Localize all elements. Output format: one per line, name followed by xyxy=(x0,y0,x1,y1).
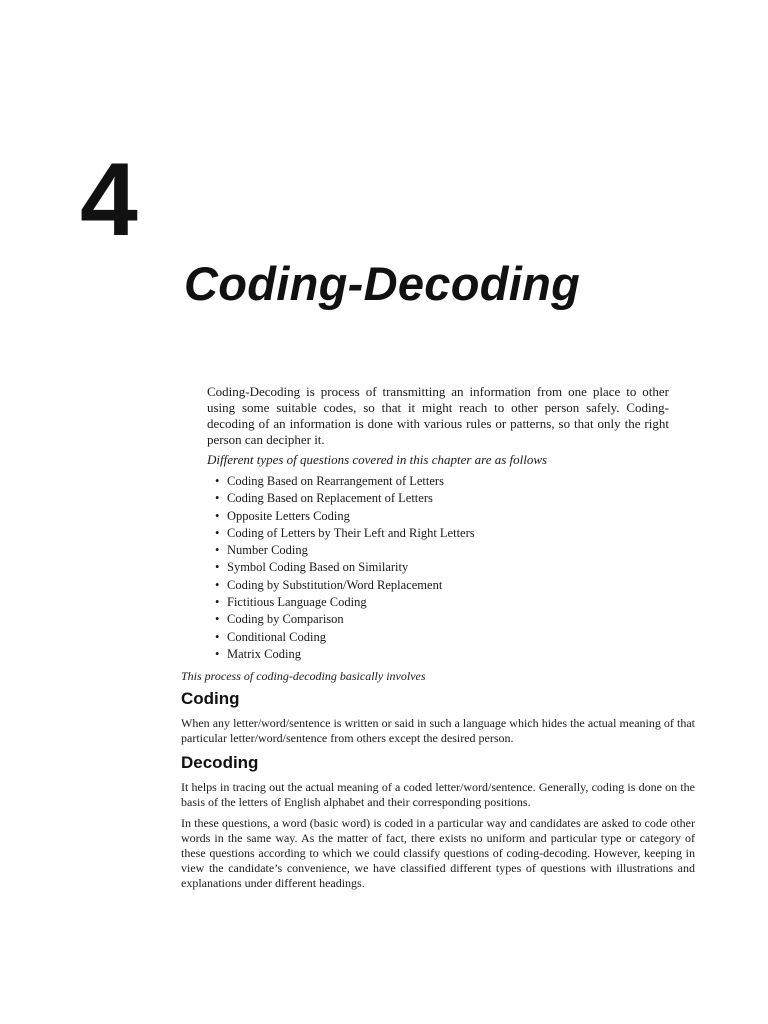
decoding-heading: Decoding xyxy=(181,753,259,772)
intro-paragraph: Coding-Decoding is process of transmitting an information from one place to other using some suitable codes, so that it might reach to other person safely. Coding-decoding of an information is done with various rules or patterns, so that only the right person can decipher it. xyxy=(207,384,669,447)
bullet-icon: • xyxy=(215,508,220,523)
question-types-lead-in: Different types of questions covered in this chapter are as follows xyxy=(207,452,548,467)
list-item-label: Conditional Coding xyxy=(227,629,326,644)
list-item-label: Fictitious Language Coding xyxy=(227,595,367,610)
list-item xyxy=(215,577,669,594)
list-item xyxy=(215,525,669,542)
bullet-icon: • xyxy=(215,543,220,558)
list-item-label: Symbol Coding Based on Similarity xyxy=(227,560,409,575)
list-item xyxy=(215,629,669,646)
bullet-icon: • xyxy=(215,595,220,610)
decoding-paragraph-1: It helps in tracing out the actual meaning of a coded letter/word/sentence. Generally, coding is done on the basis of the letters of English alphabet and their corresponding positions. xyxy=(181,780,695,809)
bullet-icon: • xyxy=(215,612,220,627)
bullet-icon: • xyxy=(215,474,220,488)
list-item-label: Coding by Comparison xyxy=(227,612,344,627)
main-section xyxy=(181,668,695,897)
list-item-label: Coding Based on Rearrangement of Letters xyxy=(227,474,444,488)
intro-section xyxy=(207,384,669,663)
bullet-icon: • xyxy=(215,577,220,592)
list-item-label: Coding Based on Replacement of Letters xyxy=(227,491,433,506)
list-item-label: Number Coding xyxy=(227,543,308,558)
list-item xyxy=(215,508,669,525)
bullet-icon: • xyxy=(215,629,220,644)
involves-lead-in: This process of coding-decoding basically involves xyxy=(181,669,426,683)
decoding-paragraph-2: In these questions, a word (basic word) is coded in a particular way and candidates are asked to code other words in the same way. As the matter of fact, there exists no uniform and particular type or category of these questions according to which we could classify questions of coding-decoding. However, keeping in view the candidate’s convenience, we have classified different types of questions with illustrations and explanations under different headings. xyxy=(181,816,695,890)
bullet-icon: • xyxy=(215,646,220,661)
list-item xyxy=(215,646,669,663)
bullet-icon: • xyxy=(215,491,220,506)
list-item-label: Opposite Letters Coding xyxy=(227,508,350,523)
list-item xyxy=(215,542,669,559)
list-item xyxy=(215,473,669,490)
bullet-icon: • xyxy=(215,560,220,575)
chapter-number: 4 xyxy=(80,142,138,258)
question-types-list xyxy=(207,473,669,663)
list-item-label: Coding of Letters by Their Left and Right Letters xyxy=(227,525,475,540)
bullet-icon: • xyxy=(215,525,220,540)
coding-heading: Coding xyxy=(181,689,240,708)
chapter-title: Coding-Decoding xyxy=(184,257,581,310)
list-item-label: Coding by Substitution/Word Replacement xyxy=(227,577,443,592)
list-item-label: Matrix Coding xyxy=(227,646,301,661)
list-item xyxy=(215,559,669,576)
list-item xyxy=(215,594,669,611)
list-item xyxy=(215,611,669,628)
list-item xyxy=(215,490,669,507)
coding-paragraph: When any letter/word/sentence is written or said in such a language which hides the actual meaning of that particular letter/word/sentence from others except the desired person. xyxy=(181,716,695,745)
